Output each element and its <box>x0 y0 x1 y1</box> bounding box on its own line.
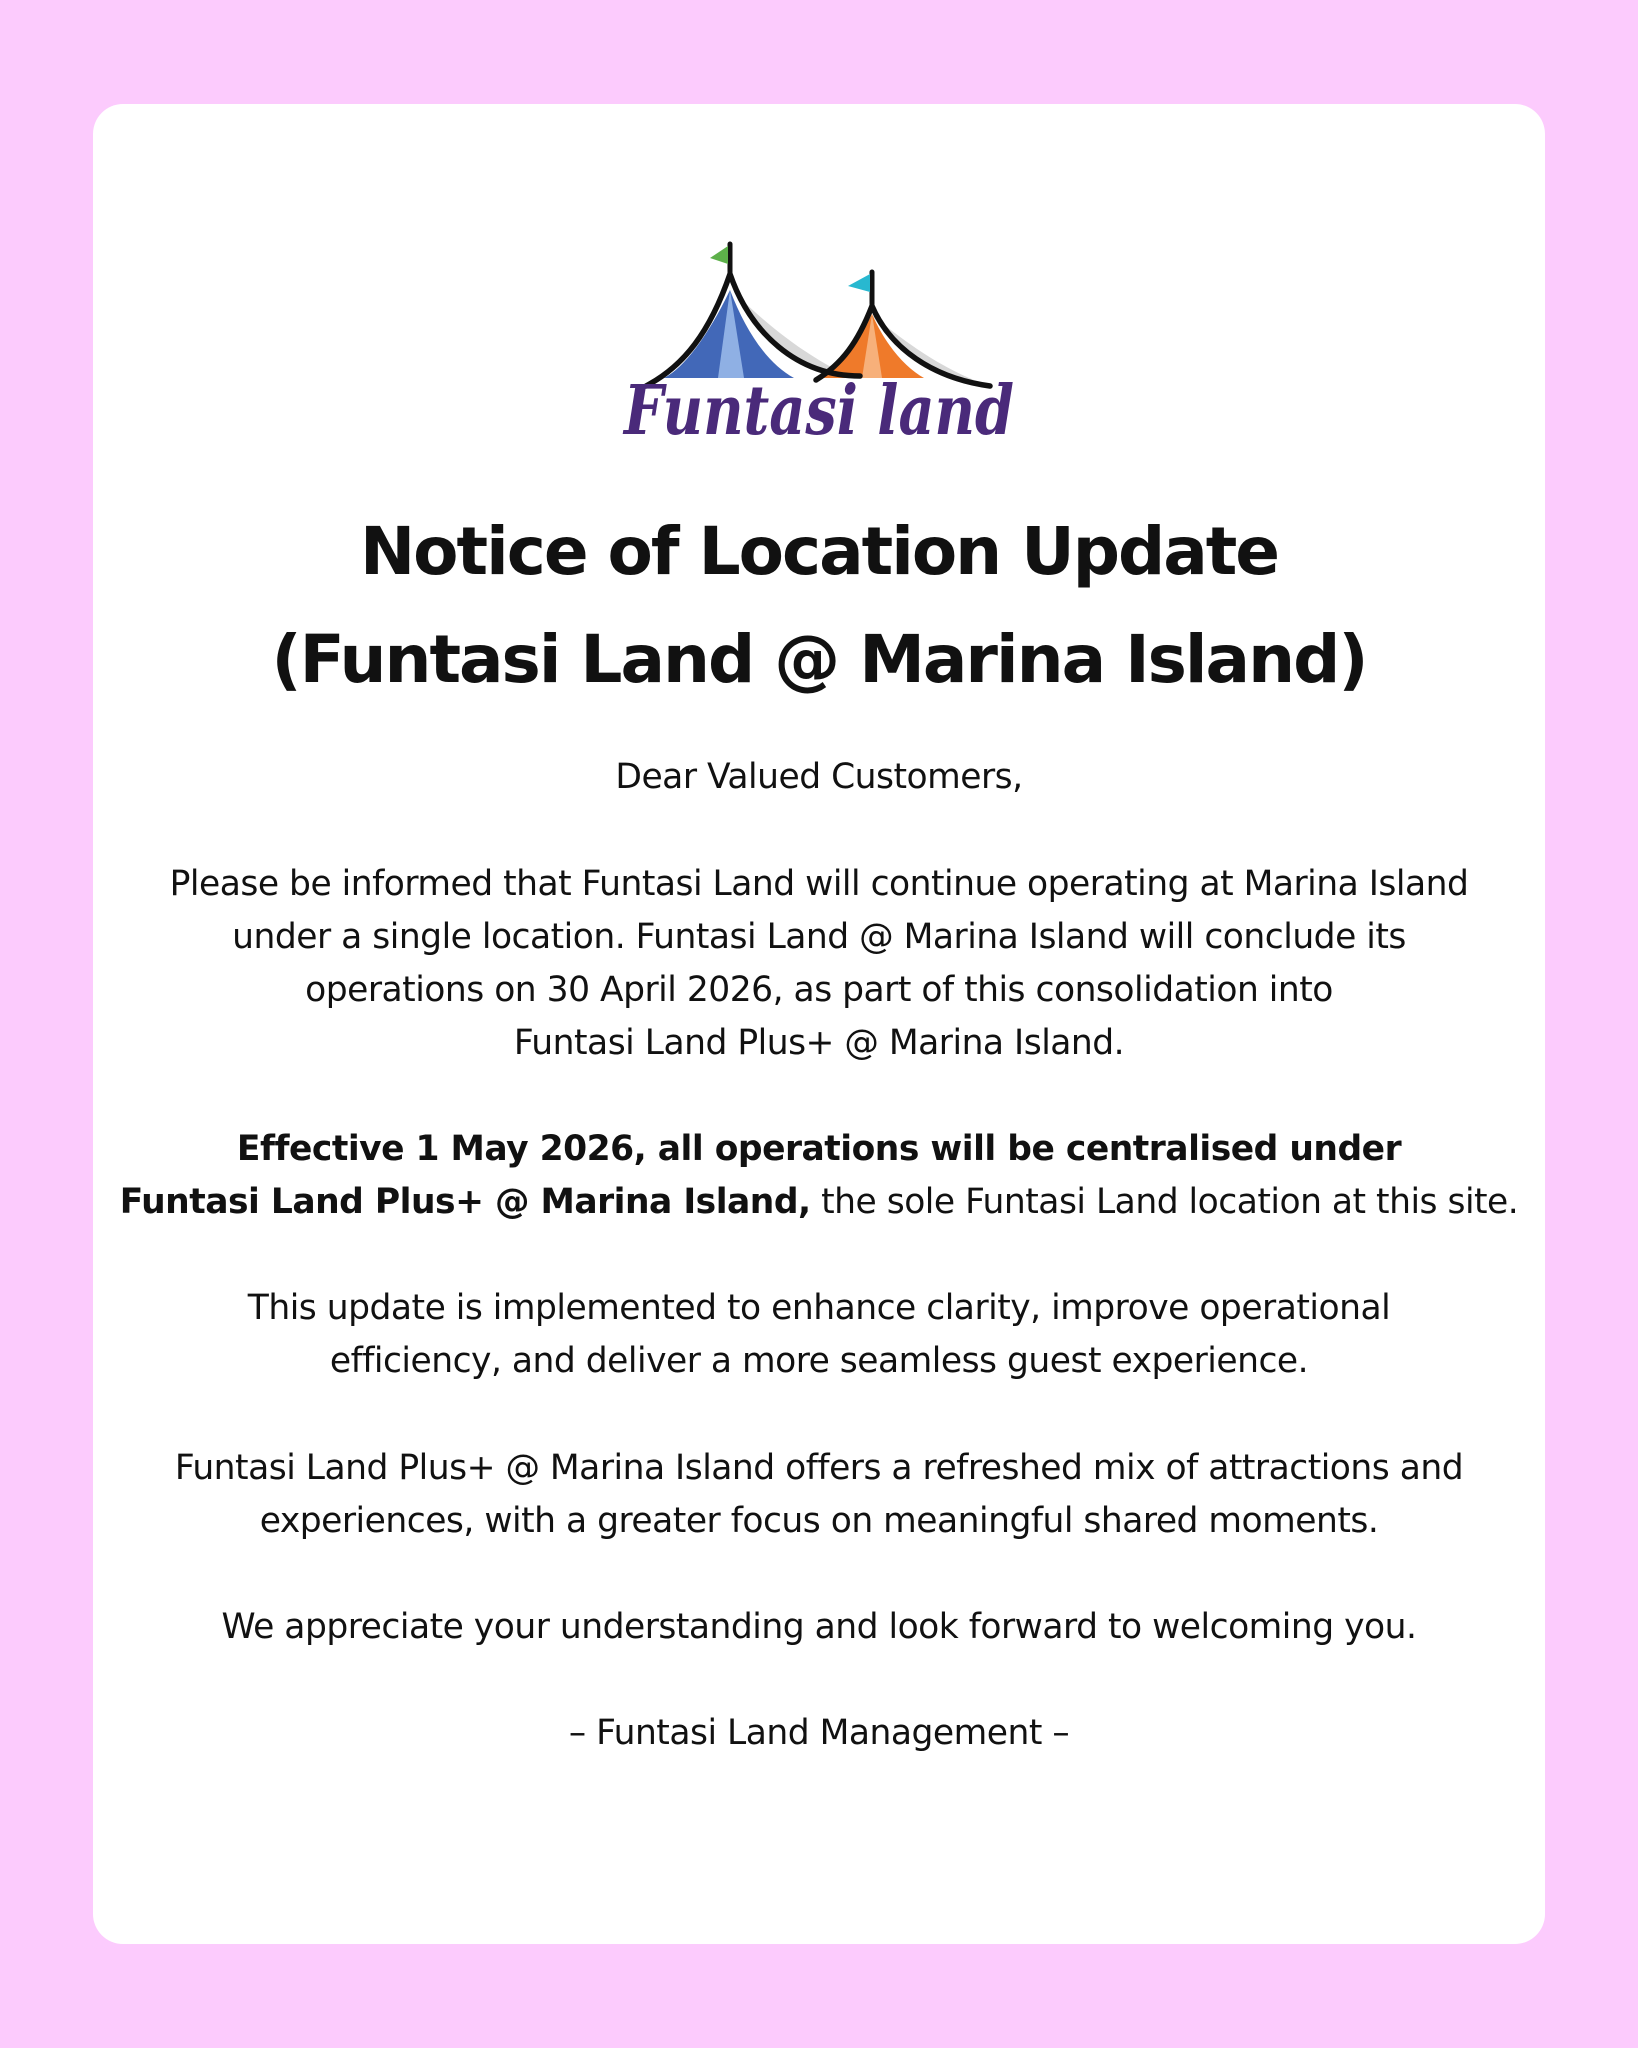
paragraph-line <box>93 1176 1545 1229</box>
greeting: Dear Valued Customers, <box>615 757 1023 797</box>
paragraph-line: Funtasi Land Plus+ @ Marina Island offers a refreshed mix of attractions and <box>174 1448 1464 1488</box>
title-line-1: Notice of Location Update <box>359 513 1279 590</box>
paragraph-line <box>93 1123 1545 1176</box>
paragraph-line: Please be informed that Funtasi Land will continue operating at Marina Island <box>169 864 1469 904</box>
title-line-2: (Funtasi Land @ Marina Island) <box>271 621 1367 698</box>
paragraph-line: under a single location. Funtasi Land @ Marina Island will conclude its <box>232 917 1406 957</box>
paragraph-informed <box>93 858 1545 1070</box>
paragraph-line: operations on 30 April 2026, as part of this consolidation into <box>305 970 1333 1010</box>
paragraph-line: Funtasi Land Plus+ @ Marina Island. <box>513 1023 1125 1063</box>
tent-logo-icon <box>618 236 1020 450</box>
paragraph-offers <box>93 1442 1545 1548</box>
page-title <box>93 498 1545 714</box>
effective-date-statement: Effective 1 May 2026, all operations will be centralised under <box>236 1129 1402 1169</box>
paragraph-update <box>93 1282 1545 1388</box>
paragraph-line: experiences, with a greater focus on meaningful shared moments. <box>259 1501 1379 1541</box>
paragraph-effective <box>93 1123 1545 1229</box>
funtasi-land-logo <box>618 236 1020 450</box>
signoff: – Funtasi Land Management – <box>568 1713 1070 1753</box>
paragraph-line: This update is implemented to enhance clarity, improve operational <box>247 1288 1391 1328</box>
paragraph-line: efficiency, and deliver a more seamless guest experience. <box>329 1341 1309 1381</box>
location-name-bold: Funtasi Land Plus+ @ Marina Island, <box>119 1182 811 1222</box>
location-description: the sole Funtasi Land location at this site. <box>810 1182 1519 1222</box>
paragraph-appreciate: We appreciate your understanding and look forward to welcoming you. <box>221 1607 1417 1647</box>
logo-wordmark: Funtasi land <box>622 371 1014 451</box>
